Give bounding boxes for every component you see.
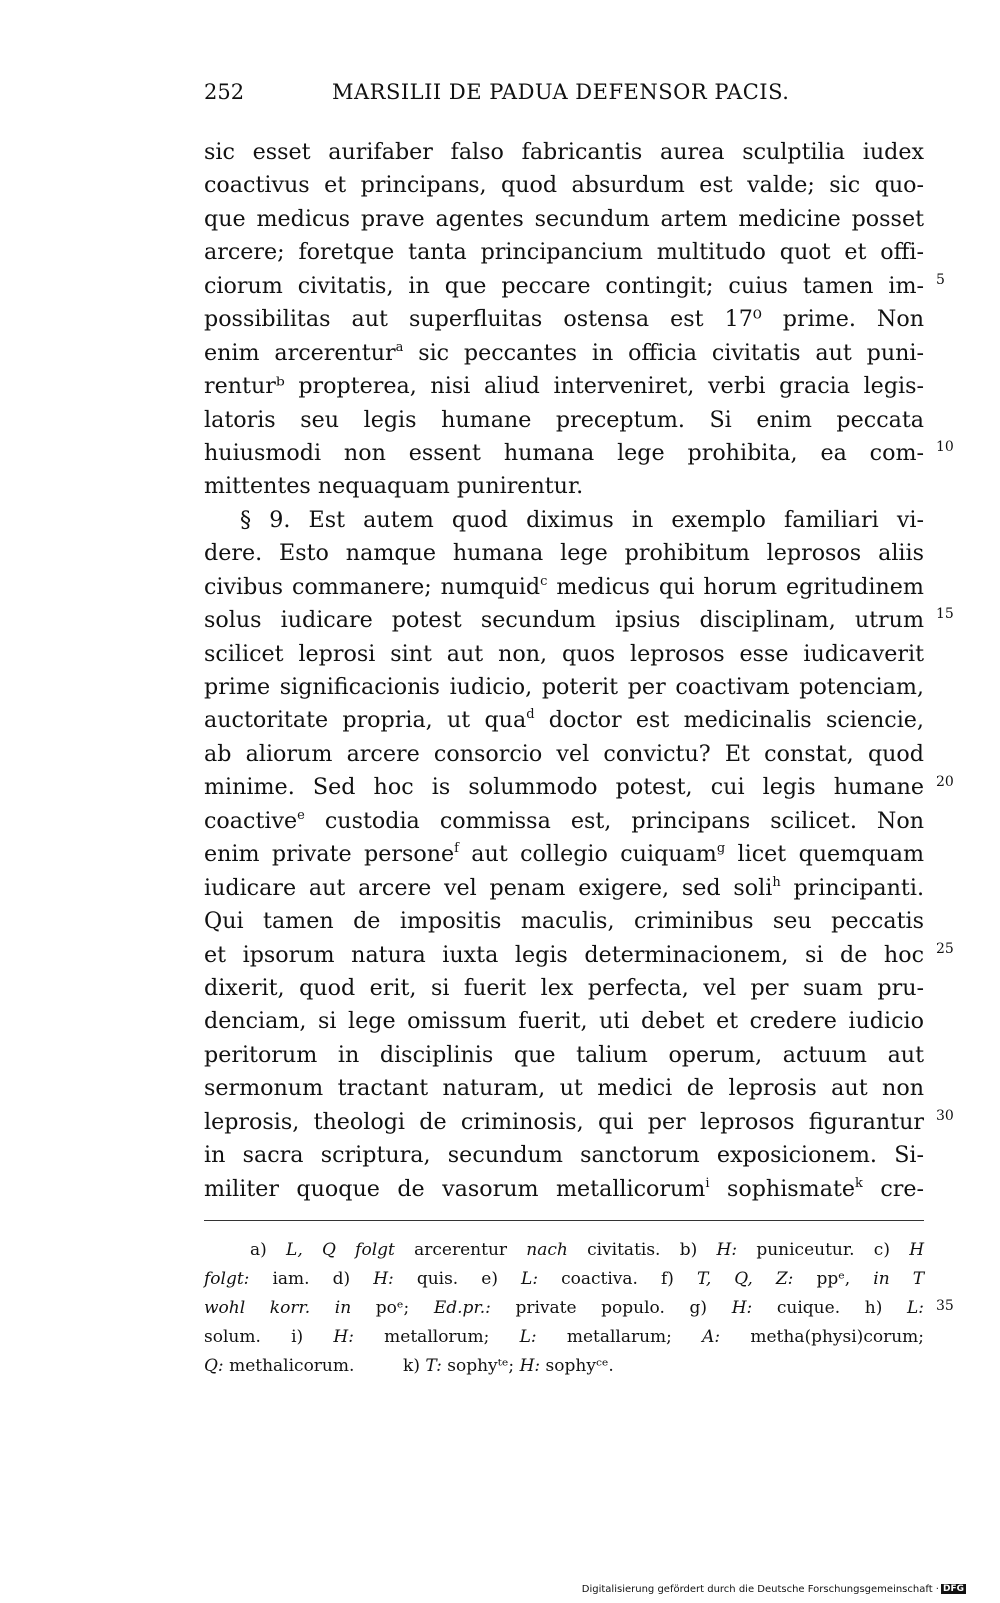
page-header [204, 80, 924, 116]
text-line: possibilitas aut superfluitas ostensa est 17⁰ prime. Non [204, 306, 924, 333]
text-line: in sacra scriptura, secundum sanctorum exposicionem. Si- [204, 1142, 924, 1169]
text-line: et ipsorum natura iuxta legis determinacionem, si de hoc [204, 941, 924, 968]
footnote-mark: a [395, 339, 404, 355]
text-line: enim private persone$^f$ aut collegio cuiquam$^g$ licet quemquam [204, 841, 924, 868]
text-line: militer quoque de vasorum metallicorum$^i$ sophismate$^k$ cre- [204, 1175, 924, 1202]
footnote-mark: e [297, 807, 305, 823]
text-line: peritorum in disciplinis que talium operum, actuum aut [204, 1041, 924, 1068]
text-line: iudicare aut arcere vel penam exigere, sed soli$^h$ principanti. [204, 874, 924, 901]
footnote-line: Q: methalicorum. k) T: sophyᵗᵉ; H: sophyᶜᵉ. [204, 1356, 614, 1376]
text-line: scilicet leprosi sint aut non, quos leprosos esse iudicaverit [204, 640, 924, 667]
text-line: ab aliorum arcere consorcio vel convictu? Et constat, quod [204, 740, 924, 767]
text-line: minime. Sed hoc is solummodo potest, cui legis humane [204, 774, 924, 801]
text-line: solus iudicare potest secundum ipsius disciplinam, utrum [204, 607, 924, 634]
text-line: enim arcerentur$^a$ sic peccantes in officia civitatis aut puni- [204, 339, 924, 366]
footnote-mark: k [855, 1175, 863, 1191]
main-text [204, 136, 924, 1206]
line-number: 15 [936, 606, 954, 622]
line-number: 30 [936, 1108, 954, 1124]
page-number: 252 [204, 80, 245, 104]
text-line: coactive$^e$ custodia commissa est, principans scilicet. Non [204, 807, 924, 834]
text-line: sermonum tractant naturam, ut medici de leprosis aut non [204, 1075, 924, 1102]
text-line: coactivus et principans, quod absurdum est valde; sic quo- [204, 172, 924, 199]
text-line: dixerit, quod erit, si fuerit lex perfecta, vel per suam pru- [204, 974, 924, 1001]
text-line: renturᵇ propterea, nisi aliud interveniret, verbi gracia legis- [204, 373, 924, 400]
text-line: dere. Esto namque humana lege prohibitum leprosos aliis [204, 540, 924, 567]
running-title: MARSILII DE PADUA DEFENSOR PACIS. [332, 80, 790, 104]
section-start-line: § 9. Est autem quod diximus in exemplo familiari vi- [240, 506, 924, 533]
footnote-mark: h [772, 874, 781, 890]
text-line: mittentes nequaquam punirentur. [204, 473, 584, 500]
footnote-divider [204, 1220, 924, 1221]
footnote-line: solum. i) H: metallorum; L: metallarum; A: metha(physi)corum; [204, 1327, 924, 1347]
line-number: 20 [936, 774, 954, 790]
text-line: sic esset aurifaber falso fabricantis aurea sculptilia iudex [204, 139, 924, 165]
text-line: latoris seu legis humane preceptum. Si enim peccata [204, 406, 924, 433]
footnote-mark: g [716, 841, 726, 857]
text-line: huiusmodi non essent humana lege prohibita, ea com- [204, 439, 924, 466]
text-line: civibus commanere; numquid$^c$ medicus qui horum egritudinem [204, 573, 924, 600]
footnote-mark: i [705, 1175, 710, 1191]
digitization-credit: Digitalisierung gefördert durch die Deutsche Forschungsgemeinschaft · DFG [581, 1584, 964, 1595]
text-line: ciorum civitatis, in que peccare contingit; cuius tamen im- [204, 272, 924, 299]
text-line: Qui tamen de impositis maculis, criminibus seu peccatis [204, 908, 924, 935]
footnote-line: folgt: iam. d) H: quis. e) L: coactiva. f) T, Q, Z: ppᵉ, in T [204, 1269, 925, 1289]
footnote-mark: d [526, 707, 535, 723]
line-number: 25 [936, 941, 954, 957]
text-line: que medicus prave agentes secundum artem medicine posset [204, 205, 924, 232]
dfg-logo: DFG [942, 1584, 964, 1594]
text-line: auctoritate propria, ut qua$^d$ doctor est medicinalis sciencie, [204, 707, 924, 734]
footnote-mark: f [454, 841, 459, 857]
footnote-line: wohl korr. in poᵉ; Ed.pr.: private populo. g) H: cuique. h) L: [204, 1298, 925, 1318]
text-line: leprosis, theologi de criminosis, qui per leprosos figurantur [204, 1108, 924, 1135]
footnote-line: a) L, Q folgt arcerentur nach civitatis. b) H: puniceutur. c) H [250, 1240, 925, 1260]
line-number: 10 [936, 439, 954, 455]
line-number: 5 [936, 272, 945, 288]
text-line: denciam, si lege omissum fuerit, uti debet et credere iudicio [204, 1008, 924, 1035]
text-line: arcere; foretque tanta principancium multitudo quot et offi- [204, 239, 924, 266]
footnotes [204, 1236, 924, 1381]
text-line: prime significacionis iudicio, poterit per coactivam potenciam, [204, 674, 924, 700]
line-number: 35 [936, 1298, 954, 1314]
footnote-mark: c [540, 573, 548, 589]
